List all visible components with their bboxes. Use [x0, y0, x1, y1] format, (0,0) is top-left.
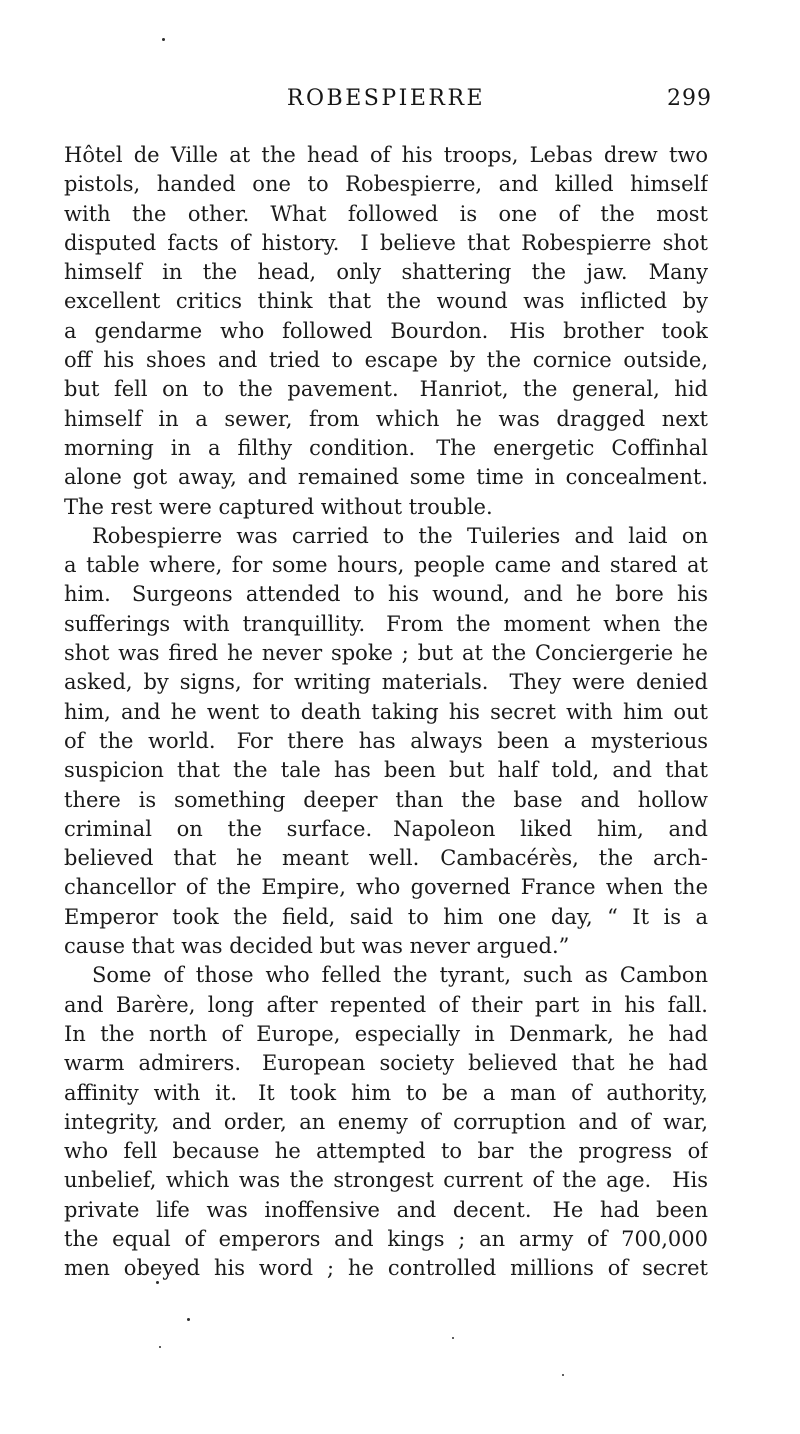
text-line: morning in a filthy condition. The energetic Coffinhal [64, 435, 708, 460]
paragraph [64, 141, 708, 522]
text-line: Hôtel de Ville at the head of his troops, Lebas drew two [64, 143, 708, 167]
text-line: integrity, and order, an enemy of corruption and of war, [64, 1109, 708, 1134]
text-line: men obeyed his word ; he controlled millions of secret [64, 1256, 708, 1281]
text-line: criminal on the surface. Napoleon liked him, and [64, 816, 708, 841]
page-header [64, 86, 712, 112]
text-line: alone got away, and remained some time in concealment. [64, 465, 708, 490]
text-line: off his shoes and tried to escape by the cornice outside, [64, 348, 708, 373]
text-line: The rest were captured without trouble. [64, 494, 493, 519]
text-line: himself in a sewer, from which he was dragged next [64, 406, 708, 431]
text-line: shot was fired he never spoke ; but at the Conciergerie he [64, 641, 708, 666]
text-line: himself in the head, only shattering the jaw. Many [64, 260, 708, 285]
text-line: affinity with it. It took him to be a man of authority, [64, 1080, 708, 1105]
text-line: sufferings with tranquillity. From the moment when the [64, 611, 708, 636]
text-line: with the other. What followed is one of the most [64, 201, 708, 226]
scan-speck [187, 1318, 190, 1321]
text-line: who fell because he attempted to bar the progress of [64, 1139, 708, 1164]
page-text [64, 141, 708, 1284]
running-title: ROBESPIERRE [286, 86, 486, 111]
text-line: him, and he went to death taking his secret with him out [64, 699, 708, 724]
scan-speck [162, 38, 165, 41]
text-line: believed that he meant well. Cambacérès, the arch- [64, 846, 708, 871]
text-line: and Barère, long after repented of their part in his fall. [64, 992, 708, 1017]
text-line: cause that was decided but was never argued.” [64, 934, 570, 959]
text-line: him. Surgeons attended to his wound, and he bore his [64, 582, 708, 607]
paragraph [64, 522, 708, 961]
text-line: chancellor of the Empire, who governed France when the [64, 875, 708, 900]
scan-speck [452, 1337, 454, 1339]
text-line: warm admirers. European society believed that he had [64, 1051, 708, 1076]
text-line: Some of those who felled the tyrant, such as Cambon [92, 963, 708, 988]
text-line: asked, by signs, for writing materials. They were denied [64, 670, 708, 695]
text-line: a gendarme who followed Bourdon. His brother took [64, 318, 708, 343]
text-line: Emperor took the field, said to him one day, “ It is a [64, 904, 708, 929]
text-line: unbelief, which was the strongest current of the age. His [64, 1168, 708, 1193]
text-line: private life was inoffensive and decent. He had been [64, 1197, 708, 1222]
text-line: excellent critics think that the wound was inflicted by [64, 289, 708, 314]
text-line: the equal of emperors and kings ; an army of 700,000 [64, 1226, 708, 1251]
paragraph [64, 961, 708, 1283]
page-number: 299 [667, 86, 712, 111]
text-line: but fell on to the pavement. Hanriot, the general, hid [64, 377, 708, 402]
text-line: disputed facts of history. I believe that Robespierre shot [64, 230, 708, 255]
text-line: pistols, handed one to Robespierre, and killed himself [64, 172, 708, 197]
scan-speck [156, 1281, 159, 1284]
text-line: suspicion that the tale has been but half told, and that [64, 758, 708, 783]
scan-speck [562, 1374, 564, 1376]
text-line: a table where, for some hours, people came and stared at [64, 553, 708, 578]
text-line: there is something deeper than the base and hollow [64, 787, 708, 812]
text-line: Robespierre was carried to the Tuileries and laid on [92, 523, 708, 548]
text-line: In the north of Europe, especially in Denmark, he had [64, 1021, 708, 1046]
text-line: of the world. For there has always been a mysterious [64, 728, 708, 753]
scan-speck [159, 1346, 161, 1348]
